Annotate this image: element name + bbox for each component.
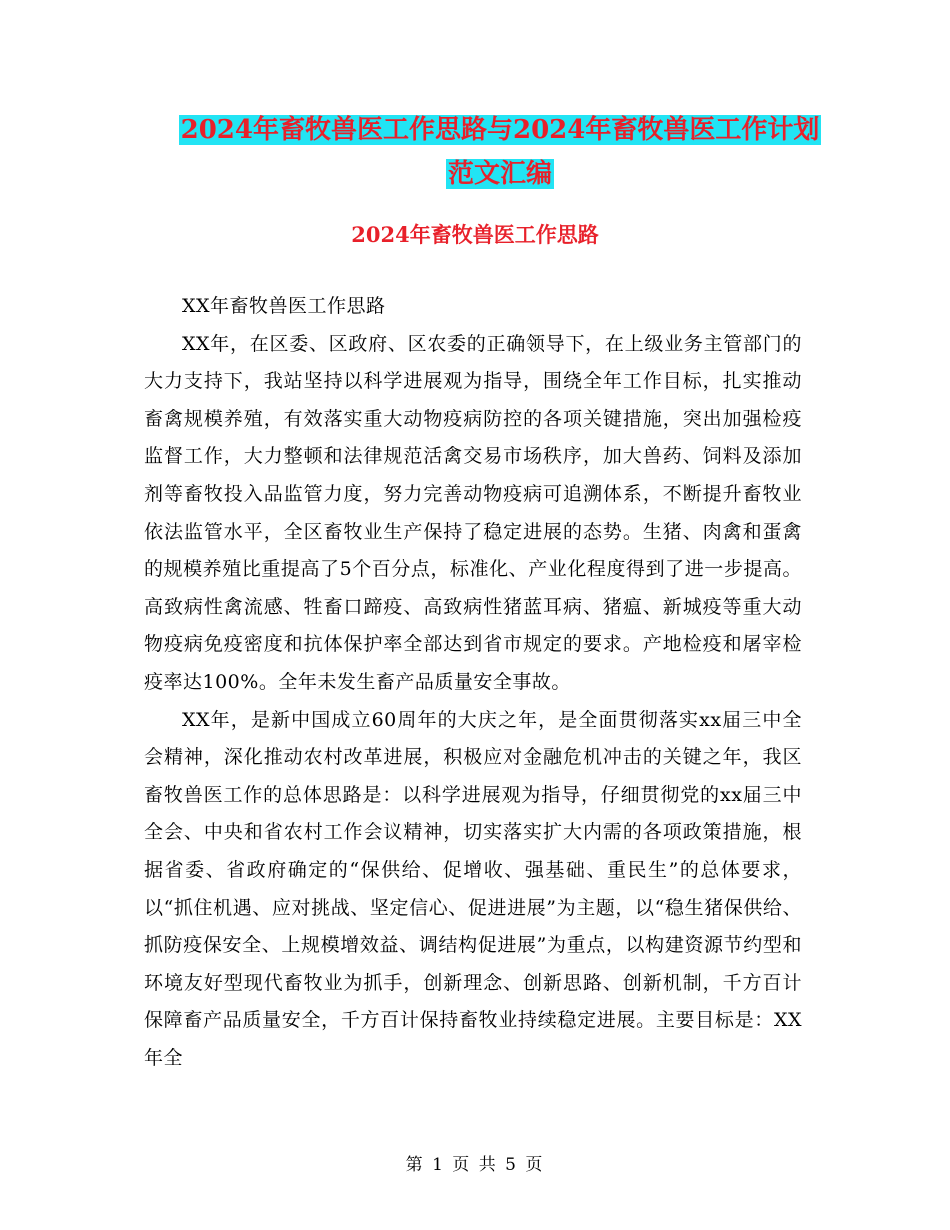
document-title-line-2: [140, 152, 860, 196]
document-title-line-1: [140, 108, 860, 152]
title-highlight: 范文汇编: [447, 159, 552, 189]
body-text: [144, 288, 802, 1077]
section-title: 2024年畜牧兽医工作思路: [351, 222, 599, 247]
paragraph-subtitle: XX年畜牧兽医工作思路: [182, 295, 386, 317]
paragraph: XX年，是新中国成立60周年的大庆之年，是全面贯彻落实xx届三中全会精神，深化推动农村改革进展，积极应对金融危机冲击的关键之年，我区畜牧兽医工作的总体思路是：以科学进展观为指导，仔细贯彻党的xx届三中全会、中央和省农村工作会议精神，切实落实扩大内需的各项政策措施，根据省委、省政府确定的“保供给、促增收、强基础、重民生”的总体要求，以“抓住机遇、应对挑战、坚定信心、促进进展”为主题，以“稳生猪保供给、抓防疫保安全、上规模增效益、调结构促进展”为重点，以构建资源节约型和环境友好型现代畜牧业为抓手，创新理念、创新思路、创新机制，千方百计保障畜产品质量安全，千方百计保持畜牧业持续稳定进展。主要目标是：XX年全: [144, 708, 802, 1069]
title-highlight: 2024年畜牧兽医工作思路与2024年畜牧兽医工作计划: [180, 115, 820, 145]
page-footer: 第 1 页 共 5 页: [405, 1155, 545, 1175]
paragraph: XX年，在区委、区政府、区农委的正确领导下，在上级业务主管部门的大力支持下，我站坚持以科学进展观为指导，围绕全年工作目标，扎实推动畜禽规模养殖，有效落实重大动物疫病防控的各项关键措施，突出加强检疫监督工作，大力整顿和法律规范活禽交易市场秩序，加大兽药、饲料及添加剂等畜牧投入品监管力度，努力完善动物疫病可追溯体系，不断提升畜牧业依法监管水平，全区畜牧业生产保持了稳定进展的态势。生猪、肉禽和蛋禽的规模养殖比重提高了5个百分点，标准化、产业化程度得到了进一步提高。高致病性禽流感、牲畜口蹄疫、高致病性猪蓝耳病、猪瘟、新城疫等重大动物疫病免疫密度和抗体保护率全部达到省市规定的要求。产地检疫和屠宰检疫率达100%。全年未发生畜产品质量安全事故。: [144, 332, 802, 693]
